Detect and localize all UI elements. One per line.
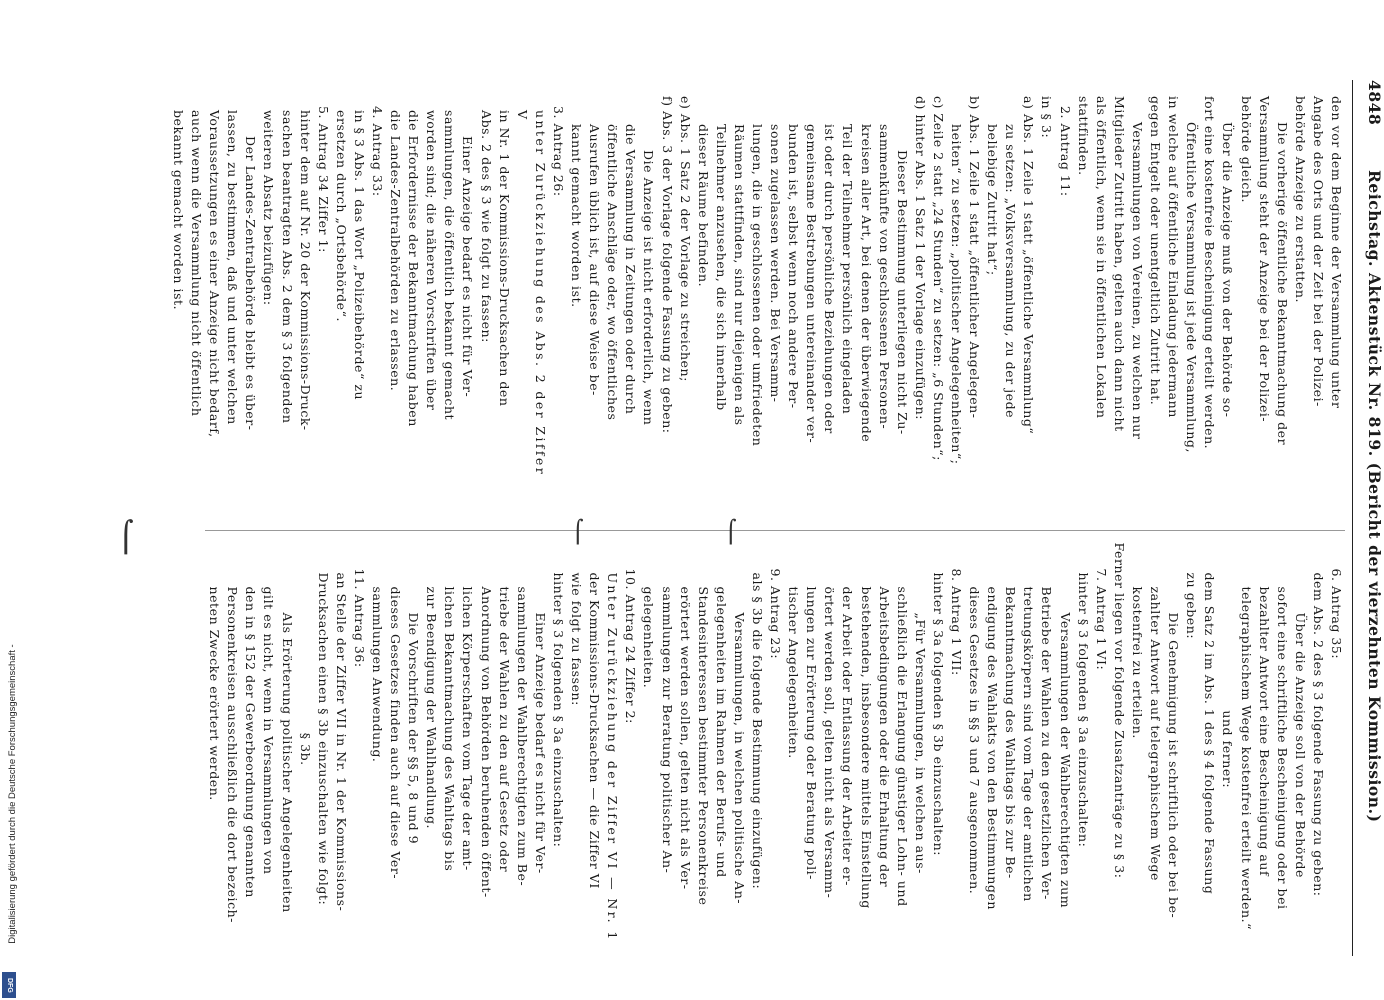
text-line: dem Abs. 2 des § 3 folgende Fassung zu geben: xyxy=(1310,572,1326,897)
right-column xyxy=(205,530,1345,957)
text-line: als § 3b die folgende Bestimmung einzufügen: xyxy=(750,572,765,890)
text-line: kreisen aller Art, bei denen der überwiegende xyxy=(858,124,874,443)
text-line: schließlich die Erlangung günstiger Lohn- und xyxy=(894,586,910,907)
text-line: Standesinteressen bestimmter Personenkreise xyxy=(695,586,711,906)
text-line: Teil der Teilnehmer persönlich eingeladen xyxy=(840,124,856,415)
text-line: die Landes-Zentralbehörden zu erlassen. xyxy=(388,110,404,392)
text-line: und ferner: xyxy=(1220,710,1236,789)
text-line: bezahlter Antwort eine Bescheinigung auf xyxy=(1256,586,1272,877)
text-line: bekannt gemacht worden ist. xyxy=(171,110,186,311)
item-heading: 4. Antrag 33: xyxy=(370,106,386,197)
text-line: in § 3: xyxy=(1039,96,1055,139)
text-line: Dieser Bestimmung unterliegen nicht Zu- xyxy=(894,150,910,435)
text-line: stattfinden. xyxy=(1075,96,1091,176)
text-line: kostenfrei zu erteilen. xyxy=(1129,586,1145,739)
text-line: Arbeitsbedingungen oder die Erhaltung der xyxy=(876,586,892,888)
text-line: Die Genehmigung ist schriftlich oder bei be- xyxy=(1166,612,1182,919)
text-line: Als Erörterung politischer Angelegenheiten xyxy=(279,612,295,913)
text-line: b) Abs. 1 Zeile 1 statt „öffentlicher Angelegen- xyxy=(967,96,983,419)
text-line: gelegenheiten im Rahmen der Berufs- und xyxy=(713,586,729,878)
item-heading: 3. Antrag 26: xyxy=(550,106,566,197)
text-line: kannt gemacht worden ist. xyxy=(569,124,585,308)
text-line: erörtert werden sollen, gelten nicht als Ver- xyxy=(677,586,693,890)
digitization-footer xyxy=(4,594,21,994)
text-line: zu geben: xyxy=(1184,572,1200,640)
text-line: Versammlungen von Vereinen, zu welchen nur xyxy=(1129,122,1145,440)
running-title: Reichstag. Aktenstück Nr. 819. (Bericht der vierzehnten Kommission.) xyxy=(1365,170,1384,823)
text-line: lungen, die in geschlossenen oder umfriedeten xyxy=(750,124,765,447)
text-line: Versammlungen der Wahlberechtigten zum xyxy=(1057,612,1073,909)
text-line: der Kommissions-Drucksachen — die Ziffer VI xyxy=(587,572,603,889)
text-line: gemeinsame Bestrebungen untereinander ver- xyxy=(804,124,820,444)
text-line: heiten“ zu setzen: „politischer Angelegenheiten“; xyxy=(949,124,965,465)
text-line: Räumen stattfinden, sind nur diejenigen als xyxy=(731,124,747,426)
text-line: unter Zurückziehung des Abs. 2 der Ziffer V xyxy=(514,110,548,477)
text-line: e) Abs. 1 Satz 2 der Vorlage zu streichen; xyxy=(677,96,693,382)
text-line: sammlungen der Wahlberechtigten zum Be- xyxy=(514,586,530,887)
footer-text: Digitalisierung gefördert durch die Deutsche Forschungsgemeinschaft - xyxy=(7,644,18,944)
text-line: bunden ist, selbst wenn noch andere Per- xyxy=(786,124,802,409)
margin-mark: ⌠ xyxy=(725,520,737,545)
text-line: Angabe des Orts und der Zeit bei der Polizei- xyxy=(1310,96,1326,407)
text-line: die Erfordernisse der Bekanntmachung haben xyxy=(406,110,422,427)
text-line: Öffentliche Versammlung ist jede Versammlung, xyxy=(1184,122,1200,453)
text-line: endigung des Wahlakts von den Bestimmungen xyxy=(985,586,1001,910)
page-number: 4848 xyxy=(1365,80,1384,126)
left-column xyxy=(171,80,1345,494)
item-heading: 8. Antrag 1 VII: xyxy=(949,568,965,676)
text-line: Einer Anzeige bedarf es nicht für Ver- xyxy=(532,612,548,874)
text-line: sammlungen zur Beratung politischer An- xyxy=(659,586,675,874)
text-line: Unter Zurückziehung der Ziffer VI — Nr. 1 xyxy=(605,572,621,942)
text-line: zu setzen: „Volksversammlung, zu der jede xyxy=(1003,124,1019,419)
text-line: fort eine kostenfreie Bescheinigung erteilt werden. xyxy=(1202,96,1218,450)
text-line: ist oder durch persönliche Beziehungen oder xyxy=(822,124,838,434)
text-line: öffentliche Anschläge oder, wo öffentliches xyxy=(605,124,621,421)
text-line: Abs. 2 des § 3 wie folgt zu fassen: xyxy=(478,110,494,343)
item-heading: 11. Antrag 36: xyxy=(351,568,367,668)
text-line: zahlter Antwort auf telegraphischem Wege xyxy=(1148,586,1164,881)
text-line: neten Zwecke erörtert werden. xyxy=(207,586,223,801)
text-line: lassen, zu bestimmen, daß und unter welchen xyxy=(225,110,241,425)
text-line: Anordnung von Behörden beruhenden öffent- xyxy=(478,586,494,898)
item-heading: 9. Antrag 23: xyxy=(768,568,784,660)
text-line: in welche auf öffentliche Einladung jedermann xyxy=(1166,96,1182,418)
text-line: Betriebe der Wahlen zu den gesetzlichen Ver- xyxy=(1039,586,1055,900)
text-line: f) Abs. 3 der Vorlage folgende Fassung zu geben: xyxy=(659,96,675,434)
text-line: triebe der Wahlen zu den auf Gesetz oder xyxy=(496,586,512,873)
item-heading: 7. Antrag 1 VI: xyxy=(1093,568,1109,671)
item-heading: 2. Antrag 11: xyxy=(1057,106,1073,197)
text-line: Versammlung steht der Anzeige bei der Polizei- xyxy=(1256,96,1272,423)
text-line: dieses Gesetzes in §§ 3 und 7 ausgenommen. xyxy=(967,586,983,895)
text-line: Die Vorschriften der §§ 5, 8 und 9 xyxy=(406,612,422,845)
text-line: sammenkünfte von geschlossenen Personen- xyxy=(876,124,892,430)
text-line: Ausrufen üblich ist, auf diese Weise be- xyxy=(587,124,603,396)
text-line: an Stelle der Ziffer VII in Nr. 1 der Kommissions- xyxy=(333,572,349,912)
text-line: tischer Angelegenheiten. xyxy=(786,586,802,759)
text-line: wie folgt zu fassen: xyxy=(569,572,585,706)
text-line: sammlungen Anwendung. xyxy=(370,586,386,763)
text-line: sonen zugelassen werden. Bei Versamm- xyxy=(768,124,784,403)
text-line: behörde gleich. xyxy=(1238,96,1254,203)
text-line: sachen beantragten Abs. 2 dem § 3 folgenden xyxy=(279,110,295,424)
text-line: tretungskörpern sind vom Tage der amtlichen xyxy=(1021,586,1037,902)
text-line: hinter § 3 folgenden § 3a einzuschalten: xyxy=(1075,572,1091,848)
text-line: Versammlungen, in welchen politische An- xyxy=(731,612,747,905)
item-heading: 5. Antrag 34 Ziffer 1: xyxy=(315,106,331,253)
text-line: hinter dem auf Nr. 20 der Kommissions-Druck- xyxy=(297,110,313,431)
text-line: d) hinter Abs. 1 Satz 1 der Vorlage einzufügen: xyxy=(912,96,928,420)
text-line: Die Anzeige ist nicht erforderlich, wenn xyxy=(641,150,657,426)
text-line: den in § 152 der Gewerbeordnung genannten xyxy=(243,586,259,898)
text-line: „Für Versammlungen, in welchen aus- xyxy=(912,612,928,874)
page-header xyxy=(1353,80,1383,956)
text-line: in § 3 Abs. 1 das Wort „Polizeibehörde“ zu xyxy=(351,110,367,401)
text-line: dieser Räume befinden. xyxy=(695,124,711,288)
text-line: bestehenden, insbesondere mittels Einstellung xyxy=(858,586,874,909)
text-line: der Arbeit oder Entlassung der Arbeiter er- xyxy=(840,586,856,887)
text-line: Über die Anzeige soll von der Behörde xyxy=(1292,612,1308,878)
text-line: in Nr. 1 der Kommissions-Drucksachen den xyxy=(496,110,512,407)
text-line: ersetzen durch „Ortsbehörde“. xyxy=(333,110,349,323)
dfg-logo: DFG xyxy=(2,972,16,998)
text-line: Der Landes-Zentralbehörde bleibt es über- xyxy=(243,136,259,431)
text-line: Mitglieder Zutritt haben, gelten auch dann nicht xyxy=(1111,96,1127,432)
margin-mark: ⌠ xyxy=(118,520,134,555)
text-line: gelegenheiten. xyxy=(641,586,657,689)
text-line: dieses Gesetzes finden auch auf diese Ver- xyxy=(388,586,404,880)
text-line: Voraussetzungen es einer Anzeige nicht bedarf, xyxy=(207,110,223,438)
text-line: behörde Anzeige zu erstatten. xyxy=(1292,96,1308,304)
item-heading: 6. Antrag 35: xyxy=(1329,568,1344,660)
text-line: Die vorherige öffentliche Bekanntmachung der xyxy=(1274,122,1290,446)
text-line: Ferner liegen vor folgende Zusatzanträge zu § 3: xyxy=(1111,542,1127,879)
text-line: sofort eine schriftliche Bescheinigung oder bei xyxy=(1274,586,1290,910)
text-line: a) Abs. 1 Zeile 1 statt „öffentliche Versammlung“ xyxy=(1021,96,1037,435)
text-line: Einer Anzeige bedarf es nicht für Ver- xyxy=(460,136,476,398)
text-line: Drucksachen einen § 3b einzuschalten wie folgt: xyxy=(315,572,331,906)
text-line: telegraphischem Wege kostenfrei erteilt werden.“ xyxy=(1238,586,1254,931)
header-rule xyxy=(1352,80,1353,956)
text-line: Personenkreisen ausschließlich die dort bezeich- xyxy=(225,586,241,924)
text-line: die Versammlung in Zeitungen oder durch xyxy=(623,124,639,415)
text-line: lungen zur Erörterung oder Beratung poli- xyxy=(804,586,820,880)
text-line: lichen Bekanntmachung des Wahltags bis xyxy=(442,586,458,872)
text-line: als öffentlich, wenn sie in öffentlichen Lokalen xyxy=(1093,96,1109,419)
text-line: sammlungen, die öffentlich bekannt gemacht xyxy=(442,110,458,421)
text-line: dem Satz 2 im Abs. 1 des § 4 folgende Fassung xyxy=(1202,572,1218,895)
text-line: worden sind; die näheren Vorschriften über xyxy=(424,110,440,411)
text-line: lichen Körperschaften vom Tage der amt- xyxy=(460,586,476,871)
text-line: Bekanntmachung des Wahltags bis zur Be- xyxy=(1003,586,1019,879)
text-line: Teilnehmer anzusehen, die sich innerhalb xyxy=(713,124,729,411)
text-line: c) Zeile 2 statt „24 Stunden“ zu setzen: „6 Stunden“; xyxy=(930,96,946,461)
text-line: hinter § 3a folgenden § 3b einzuschalten: xyxy=(930,572,946,856)
text-line: örtert werden soll, gelten nicht als Versamm- xyxy=(822,586,838,899)
text-line: beliebige Zutritt hat“; xyxy=(985,124,1001,276)
text-line: gegen Entgelt oder unentgeltlich Zutritt hat. xyxy=(1148,96,1164,406)
text-line: gilt es nicht, wenn in Versammlungen von xyxy=(261,586,277,875)
text-line: zur Beendigung der Wahlhandlung. xyxy=(424,586,440,830)
section-symbol: § 3b. xyxy=(297,732,313,766)
text-line: auch wenn die Versammlung nicht öffentlich xyxy=(189,110,205,417)
margin-mark: ⌠ xyxy=(572,520,584,545)
item-heading: 10. Antrag 24 Ziffer 2: xyxy=(623,568,639,724)
text-line: den vor dem Beginne der Versammlung unter xyxy=(1329,96,1344,409)
text-line: hinter § 3 folgenden § 3a einzuschalten: xyxy=(550,572,566,848)
text-line: Über die Anzeige muß von der Behörde so- xyxy=(1220,122,1236,418)
text-line: weiteren Absatz beizufügen: xyxy=(261,110,277,306)
